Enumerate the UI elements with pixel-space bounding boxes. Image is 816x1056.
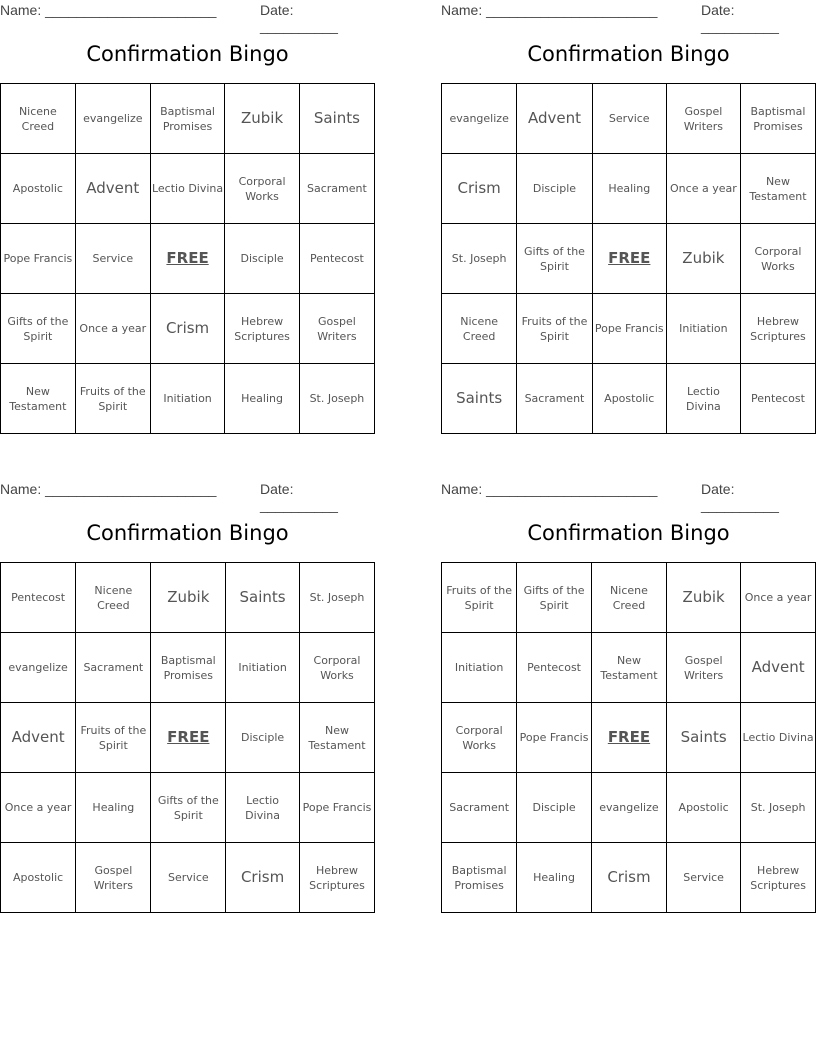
bingo-cell: Lectio Divina (666, 364, 740, 434)
bingo-cell: Gospel Writers (299, 294, 374, 364)
bingo-cell: Saints (299, 84, 374, 154)
name-field-label: Name: ______________________ (0, 481, 217, 497)
bingo-row (1, 294, 375, 364)
bingo-row (442, 773, 816, 843)
bingo-cell: Hebrew Scriptures (225, 294, 300, 364)
bingo-cell: Gifts of the Spirit (151, 773, 226, 843)
bingo-cell: Initiation (666, 294, 740, 364)
bingo-cell: Disciple (517, 154, 592, 224)
bingo-grid (0, 83, 375, 434)
date-field-label: Date: __________ (260, 481, 338, 513)
bingo-cell: Sacrament (442, 773, 517, 843)
bingo-cell: Advent (517, 84, 592, 154)
bingo-cell: Corporal Works (225, 154, 300, 224)
bingo-cell: New Testament (1, 364, 76, 434)
free-space-cell: FREE (150, 224, 224, 294)
name-field-label: Name: ______________________ (441, 481, 658, 497)
card-header (0, 479, 375, 513)
bingo-cell: Baptismal Promises (150, 84, 224, 154)
bingo-cell: Sacrament (299, 154, 374, 224)
bingo-cell: Pentecost (1, 563, 76, 633)
bingo-cell: Zubik (666, 224, 740, 294)
bingo-cell: Gospel Writers (76, 843, 151, 913)
bingo-row (442, 633, 816, 703)
bingo-cell: Lectio Divina (150, 154, 224, 224)
bingo-cell: St. Joseph (741, 773, 816, 843)
bingo-grid (0, 562, 375, 913)
card-header (0, 0, 375, 34)
bingo-cell: Pope Francis (300, 773, 375, 843)
bingo-cell: New Testament (591, 633, 666, 703)
bingo-cell: Crism (442, 154, 517, 224)
bingo-row (1, 154, 375, 224)
bingo-row (442, 224, 816, 294)
bingo-cell: Disciple (225, 224, 300, 294)
bingo-cell: Apostolic (1, 843, 76, 913)
bingo-cell: Saints (667, 703, 741, 773)
bingo-cell: Disciple (226, 703, 300, 773)
bingo-cell: Pope Francis (1, 224, 76, 294)
name-field-label: Name: ______________________ (0, 2, 217, 18)
card-title: Confirmation Bingo (86, 42, 289, 66)
bingo-row (1, 703, 375, 773)
bingo-cell: Service (151, 843, 226, 913)
date-field-label: Date: __________ (701, 481, 779, 513)
bingo-cell: Healing (517, 843, 592, 913)
bingo-cell: Healing (76, 773, 151, 843)
bingo-row (1, 563, 375, 633)
bingo-cell: Crism (150, 294, 224, 364)
bingo-row (1, 364, 375, 434)
bingo-cell: Service (592, 84, 666, 154)
bingo-cell: Apostolic (667, 773, 741, 843)
bingo-cell: Hebrew Scriptures (300, 843, 375, 913)
bingo-row (442, 843, 816, 913)
bingo-cell: Fruits of the Spirit (75, 364, 150, 434)
bingo-row (1, 843, 375, 913)
bingo-cell: Fruits of the Spirit (442, 563, 517, 633)
bingo-cell: Zubik (151, 563, 226, 633)
bingo-cell: Apostolic (592, 364, 666, 434)
bingo-row (442, 294, 816, 364)
date-field-label: Date: __________ (701, 2, 779, 34)
bingo-cell: Hebrew Scriptures (741, 843, 816, 913)
bingo-cell: Baptismal Promises (740, 84, 815, 154)
bingo-cell: St. Joseph (299, 364, 374, 434)
bingo-cell: Initiation (226, 633, 300, 703)
bingo-cell: Crism (591, 843, 666, 913)
bingo-grid (441, 562, 816, 913)
bingo-cell: Advent (75, 154, 150, 224)
bingo-cell: evangelize (1, 633, 76, 703)
card-header (441, 0, 816, 34)
free-space-cell: FREE (151, 703, 226, 773)
bingo-cell: Initiation (442, 633, 517, 703)
bingo-cell: Lectio Divina (741, 703, 816, 773)
bingo-cell: evangelize (442, 84, 517, 154)
bingo-cell: Gifts of the Spirit (1, 294, 76, 364)
bingo-cell: Pentecost (517, 633, 592, 703)
bingo-cell: Apostolic (1, 154, 76, 224)
bingo-cell: New Testament (740, 154, 815, 224)
bingo-cell: evangelize (591, 773, 666, 843)
bingo-cell: Pope Francis (592, 294, 666, 364)
bingo-cell: Corporal Works (300, 633, 375, 703)
free-space-cell: FREE (592, 224, 666, 294)
bingo-cell: Sacrament (76, 633, 151, 703)
bingo-cell: Nicene Creed (76, 563, 151, 633)
bingo-cell: Initiation (150, 364, 224, 434)
bingo-row (1, 633, 375, 703)
bingo-cell: Healing (592, 154, 666, 224)
bingo-cell: St. Joseph (300, 563, 375, 633)
bingo-row (442, 154, 816, 224)
bingo-cell: Hebrew Scriptures (740, 294, 815, 364)
bingo-cell: Pentecost (740, 364, 815, 434)
bingo-cell: Once a year (1, 773, 76, 843)
bingo-cell: Healing (225, 364, 300, 434)
bingo-row (1, 84, 375, 154)
free-space-cell: FREE (591, 703, 666, 773)
card-title: Confirmation Bingo (86, 521, 289, 545)
bingo-cell: Gifts of the Spirit (517, 563, 592, 633)
card-header (441, 479, 816, 513)
bingo-cell: evangelize (75, 84, 150, 154)
bingo-cell: Nicene Creed (442, 294, 517, 364)
bingo-cell: New Testament (300, 703, 375, 773)
bingo-cell: Gospel Writers (667, 633, 741, 703)
bingo-grid (441, 83, 816, 434)
bingo-cell: Once a year (75, 294, 150, 364)
bingo-cell: Pentecost (299, 224, 374, 294)
bingo-row (442, 84, 816, 154)
date-field-label: Date: __________ (260, 2, 338, 34)
bingo-cell: Nicene Creed (1, 84, 76, 154)
bingo-cell: Sacrament (517, 364, 592, 434)
name-field-label: Name: ______________________ (441, 2, 658, 18)
bingo-cell: Crism (226, 843, 300, 913)
card-title: Confirmation Bingo (527, 42, 730, 66)
bingo-cell: Baptismal Promises (151, 633, 226, 703)
bingo-cell: Saints (442, 364, 517, 434)
bingo-row (1, 773, 375, 843)
bingo-cell: Pope Francis (517, 703, 592, 773)
bingo-cell: Once a year (741, 563, 816, 633)
bingo-cell: Service (75, 224, 150, 294)
bingo-cell: Gospel Writers (666, 84, 740, 154)
bingo-cell: Lectio Divina (226, 773, 300, 843)
bingo-cell: Saints (226, 563, 300, 633)
bingo-cell: Zubik (225, 84, 300, 154)
bingo-cell: Nicene Creed (591, 563, 666, 633)
bingo-row (1, 224, 375, 294)
bingo-cell: Baptismal Promises (442, 843, 517, 913)
bingo-cell: Corporal Works (442, 703, 517, 773)
bingo-cell: Disciple (517, 773, 592, 843)
bingo-row (442, 563, 816, 633)
bingo-cell: Advent (1, 703, 76, 773)
bingo-cell: Zubik (667, 563, 741, 633)
bingo-cell: Service (667, 843, 741, 913)
bingo-cell: Corporal Works (740, 224, 815, 294)
bingo-cell: Gifts of the Spirit (517, 224, 592, 294)
bingo-cell: Fruits of the Spirit (76, 703, 151, 773)
card-title: Confirmation Bingo (527, 521, 730, 545)
bingo-cell: Once a year (666, 154, 740, 224)
bingo-cell: St. Joseph (442, 224, 517, 294)
bingo-row (442, 364, 816, 434)
bingo-cell: Advent (741, 633, 816, 703)
bingo-row (442, 703, 816, 773)
bingo-cell: Fruits of the Spirit (517, 294, 592, 364)
